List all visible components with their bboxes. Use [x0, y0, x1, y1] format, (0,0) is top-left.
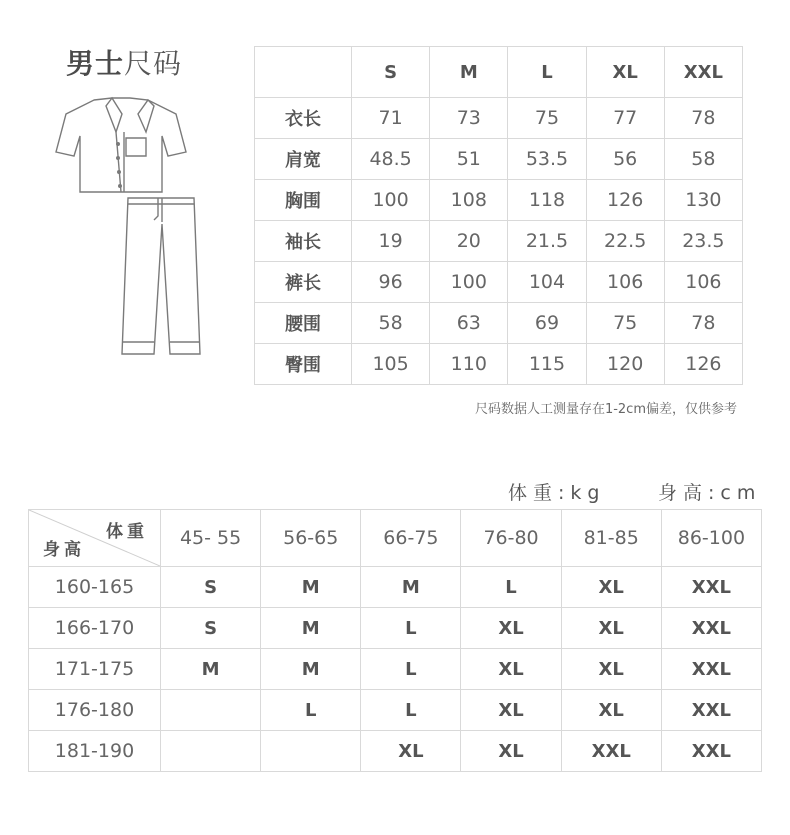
- size-chart-table: [254, 46, 743, 385]
- table-cell: 96: [352, 262, 430, 303]
- title-bold: 男士: [66, 47, 125, 80]
- table-row: [255, 221, 743, 262]
- size-cell: XXL: [661, 649, 761, 690]
- table-cell: 100: [430, 262, 508, 303]
- row-label: 衣长: [255, 98, 352, 139]
- size-header-cell: M: [430, 47, 508, 98]
- size-header-cell: L: [508, 47, 586, 98]
- row-label: 袖长: [255, 221, 352, 262]
- table-row: [255, 303, 743, 344]
- height-cell: 171-175: [29, 649, 161, 690]
- table-cell: 23.5: [664, 221, 742, 262]
- table-cell: 100: [352, 180, 430, 221]
- table-cell: 77: [586, 98, 664, 139]
- size-cell: XL: [461, 690, 561, 731]
- table-row: [29, 690, 762, 731]
- table-row: [29, 608, 762, 649]
- height-cell: 166-170: [29, 608, 161, 649]
- size-cell: [161, 690, 261, 731]
- size-cell: M: [361, 567, 461, 608]
- row-label: 腰围: [255, 303, 352, 344]
- size-cell: XXL: [661, 731, 761, 772]
- size-cell: L: [361, 608, 461, 649]
- table-cell: 108: [430, 180, 508, 221]
- row-label: 臀围: [255, 344, 352, 385]
- table-cell: 48.5: [352, 139, 430, 180]
- size-cell: XXL: [661, 690, 761, 731]
- fit-header-corner: [29, 510, 161, 567]
- table-cell: 126: [586, 180, 664, 221]
- table-cell: 106: [586, 262, 664, 303]
- height-cell: 176-180: [29, 690, 161, 731]
- table-row: [29, 567, 762, 608]
- size-cell: M: [261, 649, 361, 690]
- fit-header-row: [29, 510, 762, 567]
- table-row: [255, 139, 743, 180]
- table-row: [29, 649, 762, 690]
- table-cell: 118: [508, 180, 586, 221]
- table-cell: 63: [430, 303, 508, 344]
- size-cell: L: [361, 690, 461, 731]
- table-cell: 69: [508, 303, 586, 344]
- size-cell: M: [261, 608, 361, 649]
- table-cell: 115: [508, 344, 586, 385]
- table-row: [255, 98, 743, 139]
- table-cell: 78: [664, 98, 742, 139]
- size-cell: L: [361, 649, 461, 690]
- table-cell: 53.5: [508, 139, 586, 180]
- table-cell: 130: [664, 180, 742, 221]
- weight-header-cell: 66-75: [361, 510, 461, 567]
- size-cell: XXL: [661, 608, 761, 649]
- table-cell: 75: [508, 98, 586, 139]
- table-row: [255, 344, 743, 385]
- size-cell: XL: [561, 690, 661, 731]
- size-header-corner: [255, 47, 352, 98]
- table-cell: 73: [430, 98, 508, 139]
- size-cell: [261, 731, 361, 772]
- size-cell: XXL: [661, 567, 761, 608]
- size-cell: XL: [361, 731, 461, 772]
- table-cell: 110: [430, 344, 508, 385]
- size-cell: XL: [561, 567, 661, 608]
- corner-height-label: 身高: [43, 540, 85, 560]
- table-row: [29, 731, 762, 772]
- table-cell: 21.5: [508, 221, 586, 262]
- row-label: 胸围: [255, 180, 352, 221]
- pajama-illustration-icon: [50, 92, 210, 377]
- row-label: 肩宽: [255, 139, 352, 180]
- table-cell: 126: [664, 344, 742, 385]
- size-cell: XL: [561, 608, 661, 649]
- title-light: 尺码: [124, 47, 183, 80]
- size-cell: XL: [461, 649, 561, 690]
- weight-header-cell: 86-100: [661, 510, 761, 567]
- size-cell: XL: [461, 608, 561, 649]
- size-header-cell: S: [352, 47, 430, 98]
- size-header-row: [255, 47, 743, 98]
- table-cell: 104: [508, 262, 586, 303]
- table-cell: 19: [352, 221, 430, 262]
- size-cell: L: [261, 690, 361, 731]
- table-cell: 58: [352, 303, 430, 344]
- table-cell: 58: [664, 139, 742, 180]
- weight-header-cell: 56-65: [261, 510, 361, 567]
- size-cell: XL: [561, 649, 661, 690]
- size-cell: XL: [461, 731, 561, 772]
- table-cell: 71: [352, 98, 430, 139]
- size-header-cell: XL: [586, 47, 664, 98]
- size-cell: L: [461, 567, 561, 608]
- page-title: [66, 42, 182, 82]
- corner-weight-label: 体重: [106, 522, 148, 542]
- table-cell: 75: [586, 303, 664, 344]
- table-cell: 120: [586, 344, 664, 385]
- weight-unit-label: 体重:kg: [508, 482, 606, 504]
- table-cell: 106: [664, 262, 742, 303]
- table-cell: 20: [430, 221, 508, 262]
- size-cell: S: [161, 567, 261, 608]
- table-cell: 105: [352, 344, 430, 385]
- size-header-cell: XXL: [664, 47, 742, 98]
- table-cell: 78: [664, 303, 742, 344]
- weight-header-cell: 81-85: [561, 510, 661, 567]
- height-cell: 181-190: [29, 731, 161, 772]
- height-unit-label: 身高:cm: [658, 482, 762, 504]
- table-cell: 22.5: [586, 221, 664, 262]
- measurement-note: 尺码数据人工测量存在1-2cm偏差，仅供参考: [474, 402, 737, 417]
- fit-chart-table: [28, 509, 762, 772]
- weight-header-cell: 76-80: [461, 510, 561, 567]
- height-cell: 160-165: [29, 567, 161, 608]
- row-label: 裤长: [255, 262, 352, 303]
- weight-header-cell: 45- 55: [161, 510, 261, 567]
- table-cell: 56: [586, 139, 664, 180]
- size-cell: M: [261, 567, 361, 608]
- size-cell: [161, 731, 261, 772]
- size-cell: S: [161, 608, 261, 649]
- table-row: [255, 262, 743, 303]
- table-cell: 51: [430, 139, 508, 180]
- table-row: [255, 180, 743, 221]
- size-cell: M: [161, 649, 261, 690]
- size-cell: XXL: [561, 731, 661, 772]
